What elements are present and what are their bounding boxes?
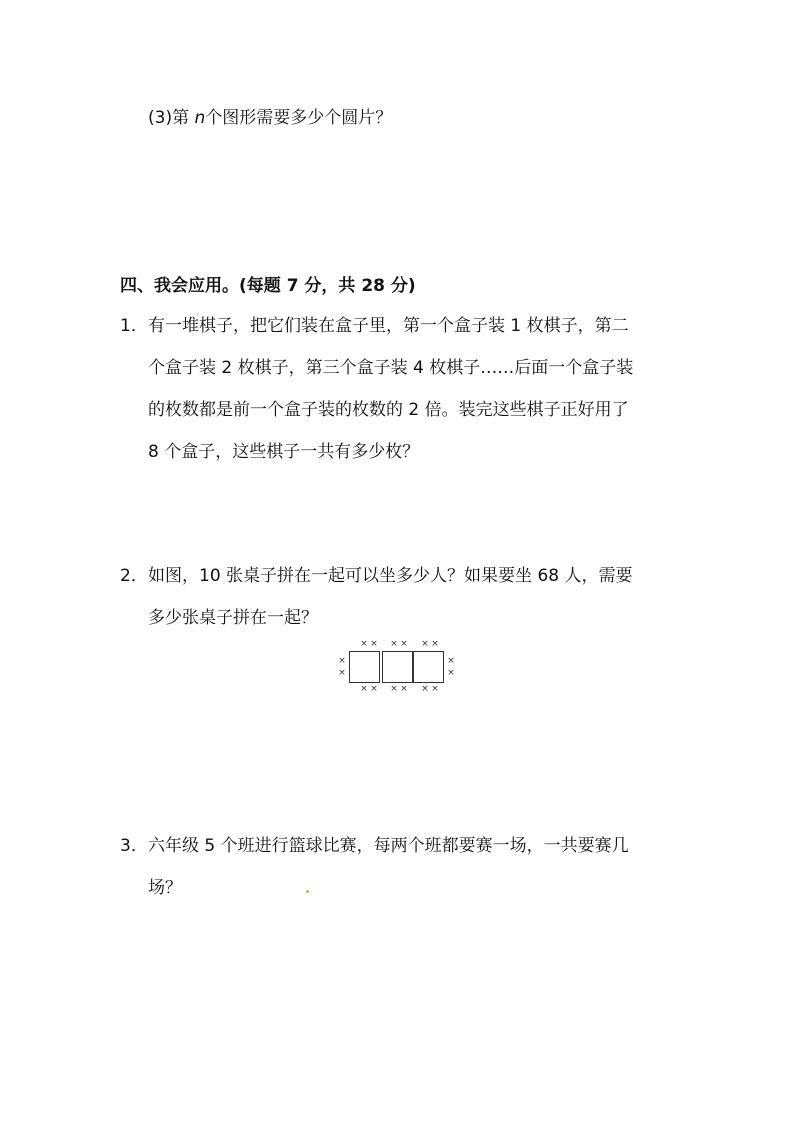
question-part-3 — [148, 108, 392, 128]
seat-mark: × — [431, 684, 439, 694]
seat-mark: × — [421, 684, 429, 694]
q3-number: 3． — [120, 836, 148, 856]
q1-number: 1． — [120, 316, 148, 336]
q2-number: 2． — [120, 566, 148, 586]
question-suffix: 个图形需要多少个圆片？ — [205, 108, 393, 128]
section-heading: 四、我会应用。(每题 7 分，共 28 分) — [120, 276, 416, 296]
seat-mark: × — [447, 668, 455, 678]
seat-mark: × — [400, 684, 408, 694]
q2-line-2: 多少张桌子拼在一起？ — [148, 608, 318, 628]
seat-mark: × — [360, 684, 368, 694]
table-1 — [349, 651, 380, 683]
seat-mark: × — [360, 639, 368, 649]
seat-mark: × — [421, 639, 429, 649]
table-2 — [382, 651, 413, 683]
variable-n: n — [194, 108, 206, 128]
seat-mark: × — [431, 639, 439, 649]
q2-line-1: 如图，10 张桌子拼在一起可以坐多少人？如果要坐 68 人，需要 — [148, 566, 633, 586]
seat-mark: × — [390, 684, 398, 694]
q1-line-4: 8 个盒子，这些棋子一共有多少枚？ — [148, 442, 420, 462]
q1-line-3: 的枚数都是前一个盒子装的枚数的 2 倍。装完这些棋子正好用了 — [148, 400, 629, 420]
seat-mark: × — [370, 684, 378, 694]
seat-mark: × — [390, 639, 398, 649]
seat-mark: × — [400, 639, 408, 649]
seat-mark: × — [338, 656, 346, 666]
table-3 — [413, 651, 444, 683]
question-prefix: (3)第 — [148, 108, 195, 128]
tables-diagram — [337, 640, 459, 696]
seat-mark: × — [447, 656, 455, 666]
q3-line-2: 场？ — [148, 878, 182, 898]
seat-mark: × — [370, 639, 378, 649]
seat-mark: × — [338, 668, 346, 678]
stray-dot — [306, 890, 309, 893]
q1-line-2: 个盒子装 2 枚棋子，第三个盒子装 4 枚棋子……后面一个盒子装 — [148, 358, 634, 378]
q3-line-1: 六年级 5 个班进行篮球比赛，每两个班都要赛一场，一共要赛几 — [148, 836, 629, 856]
q1-line-1: 有一堆棋子，把它们装在盒子里，第一个盒子装 1 枚棋子，第二 — [148, 316, 629, 336]
